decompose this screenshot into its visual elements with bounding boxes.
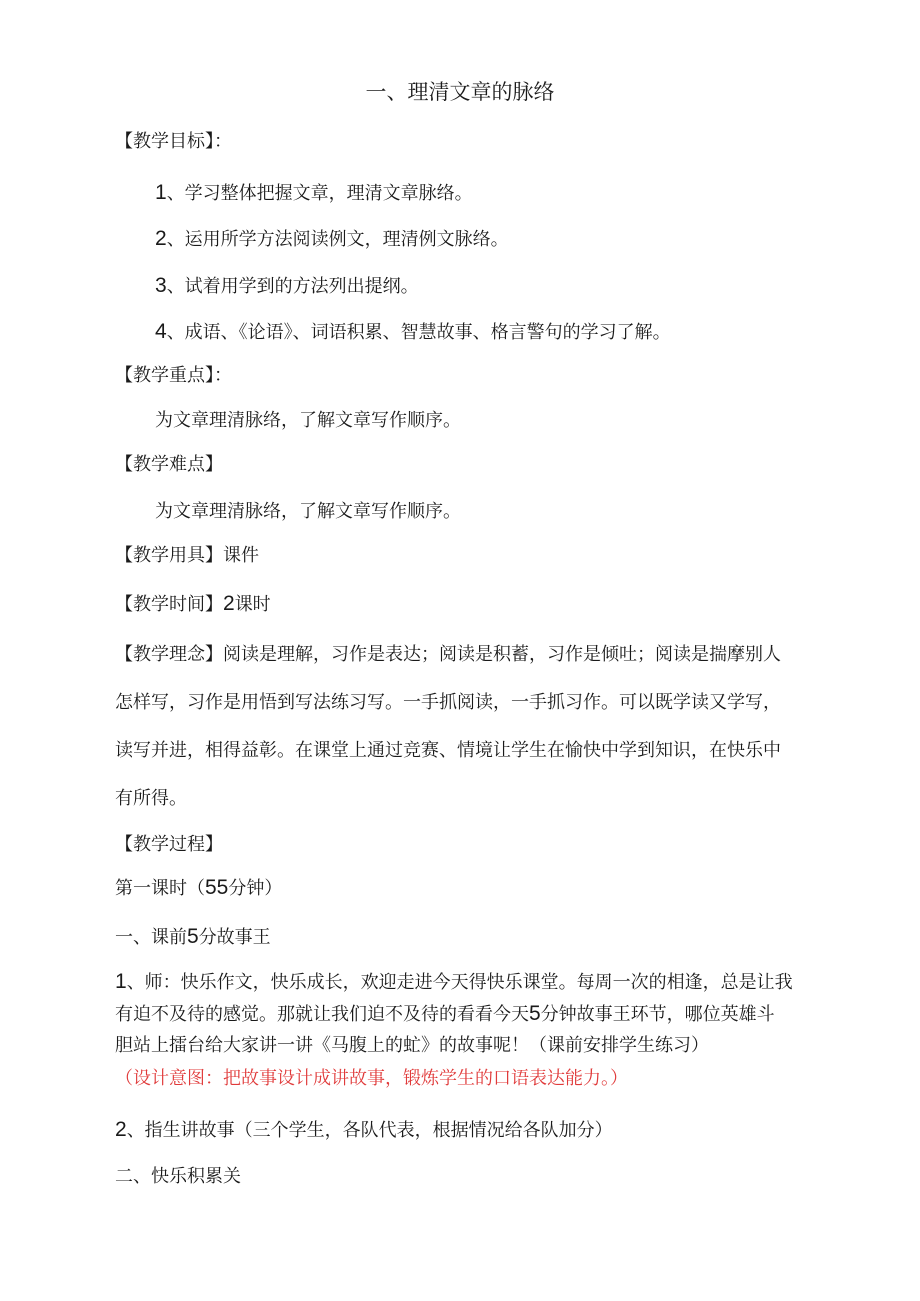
objective-item-3 — [155, 274, 419, 299]
step-1-line-2 — [115, 1002, 775, 1027]
objective-item-2 — [155, 227, 509, 252]
section-1-number: 5 — [187, 925, 199, 948]
design-note: （设计意图：把故事设计成讲故事，锻炼学生的口语表达能力。） — [115, 1068, 628, 1089]
lesson-minutes: 55 — [205, 876, 229, 899]
objective-number: 4 — [155, 320, 167, 343]
objective-number: 1 — [155, 181, 167, 204]
lesson-suffix: 分钟） — [228, 878, 283, 899]
section-1-prefix: 一、课前 — [115, 927, 187, 948]
time-number: 2 — [223, 592, 235, 615]
time-unit: 课时 — [234, 594, 271, 615]
tools-heading: 【教学用具】 — [115, 545, 223, 566]
objective-text: 、学习整体把握文章，理清文章脉络。 — [166, 183, 473, 204]
philosophy-line-4: 有所得。 — [115, 788, 187, 809]
objective-number: 3 — [155, 274, 167, 297]
objective-text: 、试着用学到的方法列出提纲。 — [166, 276, 419, 297]
step-1-line-2-number: 5 — [529, 1002, 541, 1025]
step-1-line-2-suffix: 分钟故事王环节，哪位英雄斗 — [540, 1004, 775, 1025]
time-line — [115, 592, 271, 617]
step-1-line-3: 胆站上擂台给大家讲一讲《马腹上的虻》的故事呢！（课前安排学生练习） — [115, 1035, 709, 1056]
objective-item-4 — [155, 320, 671, 345]
process-heading: 【教学过程】 — [115, 834, 223, 855]
objective-text: 、运用所学方法阅读例文，理清例文脉络。 — [166, 229, 509, 250]
step-2-text: 、指生讲故事（三个学生，各队代表，根据情况给各队加分） — [126, 1120, 613, 1141]
philosophy-heading: 【教学理念】 — [115, 644, 223, 665]
section-1-heading — [115, 925, 271, 950]
step-1-line-2-prefix: 有迫不及待的感觉。那就让我们迫不及待的看看今天 — [115, 1004, 529, 1025]
step-2-line — [115, 1118, 613, 1143]
section-2-heading: 二、快乐积累关 — [115, 1166, 241, 1187]
step-1-text: 、师：快乐作文，快乐成长，欢迎走进今天得快乐课堂。每周一次的相逢，总是让我 — [126, 972, 793, 993]
objectives-heading: 【教学目标】： — [115, 131, 232, 152]
tools-line — [115, 544, 259, 568]
lesson-line — [115, 876, 282, 901]
objective-text: 、成语、《论语》、词语积累、智慧故事、格言警句的学习了解。 — [166, 322, 671, 343]
difficulties-text: 为文章理清脉络，了解文章写作顺序。 — [155, 501, 461, 522]
tools-text: 课件 — [223, 545, 259, 566]
philosophy-text: 阅读是理解，习作是表达；阅读是积蓄，习作是倾吐；阅读是揣摩别人 — [223, 644, 781, 665]
philosophy-line-2: 怎样写，习作是用悟到写法练习写。一手抓阅读，一手抓习作。可以既学读又学写， — [115, 692, 781, 713]
difficulties-heading: 【教学难点】 — [115, 454, 223, 475]
philosophy-line-3: 读写并进，相得益彰。在课堂上通过竞赛、情境让学生在愉快中学到知识，在快乐中 — [115, 740, 781, 761]
key-points-heading: 【教学重点】： — [115, 365, 232, 386]
step-2-number: 2 — [115, 1118, 127, 1141]
objective-item-1 — [155, 181, 473, 206]
philosophy-line-1 — [115, 643, 781, 667]
step-1-number: 1 — [115, 970, 127, 993]
step-1-line-1 — [115, 970, 793, 995]
objective-number: 2 — [155, 227, 167, 250]
lesson-prefix: 第一课时（ — [115, 878, 205, 899]
section-1-suffix: 分故事王 — [198, 927, 271, 948]
key-points-text: 为文章理清脉络，了解文章写作顺序。 — [155, 410, 461, 431]
time-heading: 【教学时间】 — [115, 594, 223, 615]
document-title: 一、理清文章的脉络 — [365, 80, 555, 104]
